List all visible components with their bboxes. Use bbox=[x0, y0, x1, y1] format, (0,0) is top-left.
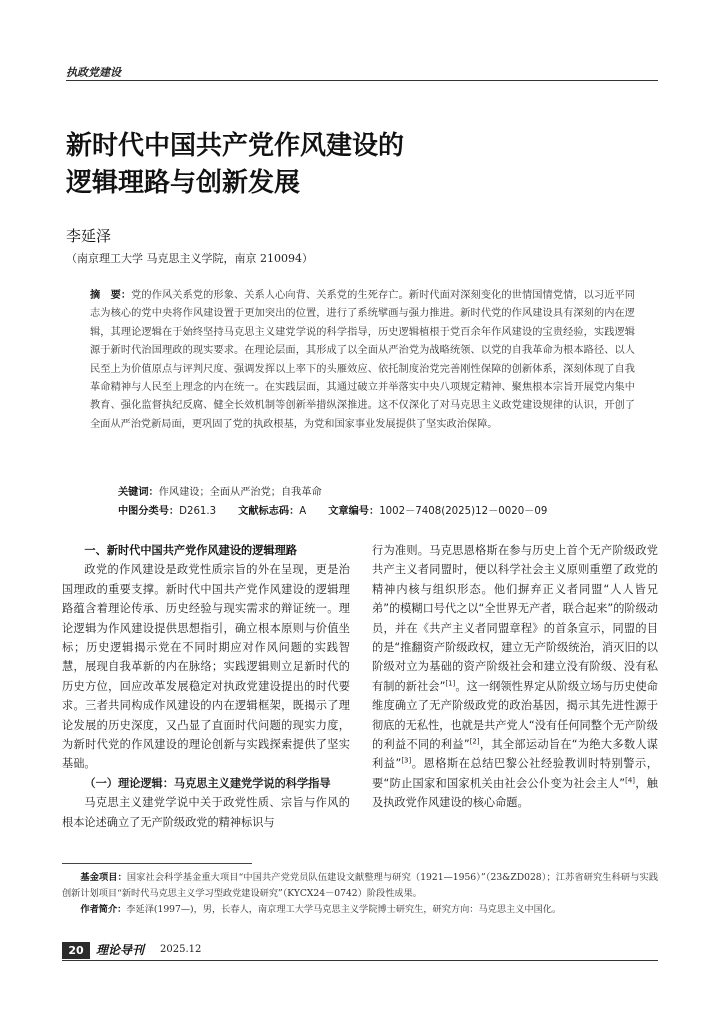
citation-2[interactable]: [2] bbox=[469, 737, 480, 746]
doc-code-label: 文献标志码： bbox=[238, 506, 300, 517]
funding-note bbox=[62, 870, 658, 902]
footer-rule bbox=[62, 960, 658, 961]
citation-3[interactable]: [3] bbox=[401, 756, 412, 765]
clc-label: 中图分类号： bbox=[118, 506, 180, 517]
body-paragraph-continued bbox=[372, 541, 658, 813]
text-segment: 。这一纲领性界定从阶级立场与历史使命维度确立了无产阶级政党的政治基因，揭示其先进性源于彻底的无私性，也就是共产党人“没有任何同整个无产阶级的利益不同的利益” bbox=[372, 679, 658, 752]
body-paragraph: 政党的作风建设是政党性质宗旨的外在呈现，更是治国理政的重要支撑。新时代中国共产党作风建设的逻辑理路蕴含着理论传承、历史经验与现实需求的辩证统一。理论逻辑为作风建设提供思想指引，确立根本原则与价值坐标；历史逻辑揭示党在不同时期应对作风问题的实践智慧，展现自我革新的内在脉络；实践逻辑则立足新时代的历史方位，回应改革发展稳定对执政党建设提出的时代要求。三者共同构成作风建设的内在逻辑框架，既揭示了理论发展的历史深度，又凸显了直面时代问题的现实力度，为新时代党的作风建设的理论创新与实践探索提供了坚实基础。 bbox=[62, 563, 350, 771]
abstract-label: 摘 要： bbox=[90, 289, 132, 301]
text-segment: ，触及执政党作风建设的核心命题。 bbox=[372, 776, 658, 810]
doc-code-value: A bbox=[299, 506, 307, 517]
issue-date: 2025.12 bbox=[160, 944, 202, 955]
section-heading: 一、新时代中国共产党作风建设的逻辑理路 bbox=[84, 544, 297, 557]
body-column-right bbox=[372, 541, 658, 813]
page-number: 20 bbox=[62, 942, 90, 959]
abstract bbox=[90, 286, 635, 434]
keywords-label: 关键词： bbox=[118, 486, 159, 498]
citation-4[interactable]: [4] bbox=[625, 776, 636, 785]
author-bio-note bbox=[62, 902, 658, 918]
title-line-1: 新时代中国共产党作风建设的 bbox=[66, 131, 405, 161]
funding-label: 基金项目： bbox=[80, 872, 127, 883]
footnotes bbox=[62, 870, 658, 918]
author-affiliation: （南京理工大学 马克思主义学院，南京 210094） bbox=[66, 252, 313, 265]
article-title bbox=[66, 128, 626, 202]
body-paragraph: 马克思主义建党学说中关于政党性质、宗旨与作风的根本论述确立了无产阶级政党的精神标识与 bbox=[62, 796, 350, 829]
title-line-2: 逻辑理路与创新发展 bbox=[66, 168, 301, 198]
body-column-left bbox=[62, 541, 350, 832]
keywords-text: 作风建设；全面从严治党；自我革命 bbox=[158, 487, 322, 498]
clc-value: D261.3 bbox=[179, 506, 217, 517]
text-segment: ，其全部运动旨在“为绝大多数人谋利益” bbox=[372, 738, 658, 771]
text-segment: 。恩格斯在总结巴黎公社经验教训时特别警示，要“防止国家和国家机关由社会公仆变为社会主人” bbox=[372, 757, 658, 790]
funding-text: 国家社会科学基金重大项目“中国共产党党员队伍建设文献整理与研究（1921—1956）”（23&ZD028）；江苏省研究生科研与实践创新计划项目“新时代马克思主义学习型政党建设研究”（KYCX24－0742）阶段性成果。 bbox=[62, 872, 659, 899]
author-name: 李延泽 bbox=[66, 227, 112, 245]
text-segment: 行为准则。马克思恩格斯在参与历史上首个无产阶级政党共产主义者同盟时，便以科学社会主义原则重塑了政党的精神内核与组织形态。他们摒弃正义者同盟“人人皆兄弟”的模糊口号代之以“全世界无产者，联合起来”的阶级动员，并在《共产主义者同盟章程》的首条宣示，同盟的目的是“推翻资产阶级政权，建立无产阶级统治，消灭旧的以阶级对立为基础的资产阶级社会和建立没有阶级、没有私有制的新社会” bbox=[372, 544, 658, 693]
author-bio-text: 李延泽(1997—)，男，长春人，南京理工大学马克思主义学院博士研究生，研究方向：马克思主义中国化。 bbox=[126, 904, 562, 915]
keywords bbox=[118, 483, 322, 498]
article-number-value: 1002－7408(2025)12－0020－09 bbox=[379, 506, 548, 517]
footnote-rule bbox=[62, 863, 252, 864]
abstract-text: 党的作风关系党的形象、关系人心向背、关系党的生死存亡。新时代面对深刻变化的世情国情党情，以习近平同志为核心的党中央将作风建设置于更加突出的位置，进行了系统擘画与强力推进。新时代党的作风建设具有深刻的内在逻辑，其理论逻辑在于始终坚持马克思主义建党学说的科学指导，历史逻辑植根于党百余年作风建设的宝贵经验，实践逻辑源于新时代治国理政的现实要求。在理论层面，其形成了以全面从严治党为战略统领、以党的自我革命为根本路径、以人民至上为价值原点与评判尺度、强调发挥以上率下的头雁效应、依托制度治党完善刚性保障的创新体系，深刻体现了自我革命精神与人民至上理念的内在统一。在实践层面，其通过破立并举落实中央八项规定精神、聚焦根本宗旨开展党内集中教育、强化监督执纪反腐、健全长效机制等创新举措纵深推进。这不仅深化了对马克思主义政党建设规律的认识，开创了全面从严治党新局面，更巩固了党的执政根基，为党和国家事业发展提供了坚实政治保障。 bbox=[90, 290, 635, 430]
journal-name: 理论导刊 bbox=[96, 943, 145, 957]
subsection-heading: （一）理论逻辑：马克思主义建党学说的科学指导 bbox=[84, 775, 331, 790]
article-number-label: 文章编号： bbox=[328, 506, 380, 517]
author-bio-label: 作者简介： bbox=[80, 904, 127, 915]
classification-line bbox=[118, 502, 547, 517]
header-rule bbox=[66, 80, 658, 81]
citation-1[interactable]: [1] bbox=[445, 679, 456, 688]
running-header: 执政党建设 bbox=[66, 66, 121, 79]
